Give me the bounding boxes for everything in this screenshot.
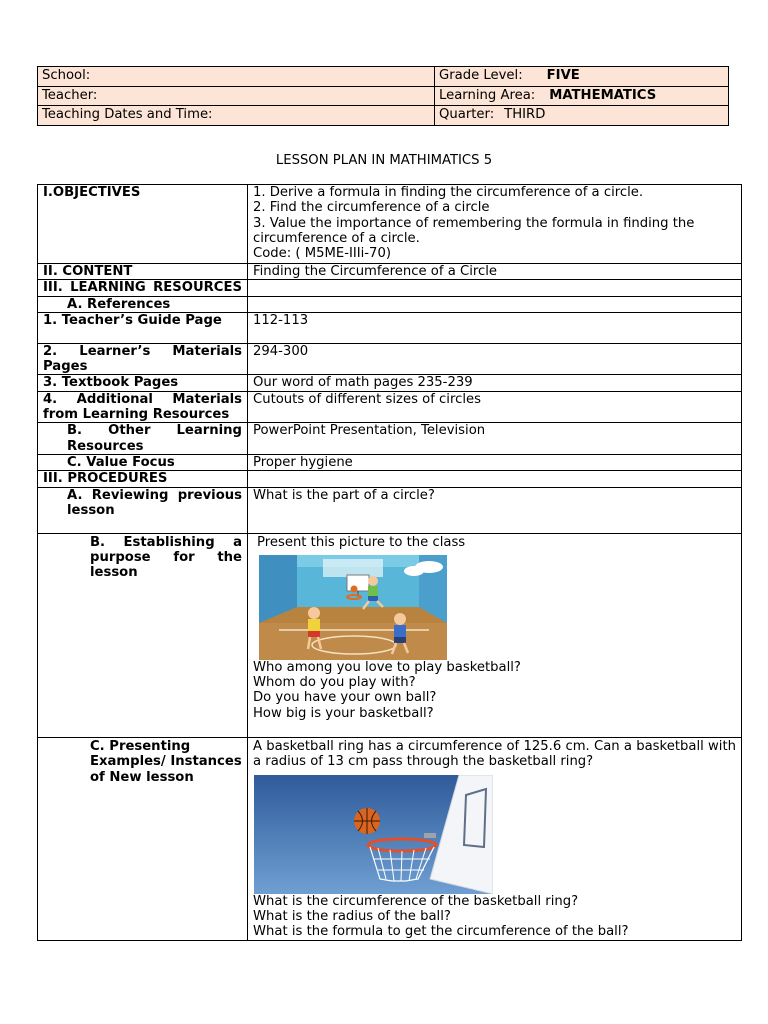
school-label: School: bbox=[42, 68, 91, 84]
objective-item: 1. Derive a formula in finding the circumference of a circle. bbox=[253, 185, 644, 200]
lesson-plan-title: LESSON PLAN IN MATHIMATICS 5 bbox=[275, 153, 493, 168]
presenting-problem-text: A basketball ring has a circumference of 125.6 cm. Can a basketball with a radius of 13 cm pass through the basketball ring? bbox=[253, 739, 736, 770]
quarter-value: THIRD bbox=[504, 107, 546, 123]
establishing-purpose-content bbox=[248, 533, 742, 737]
learning-resources-value bbox=[248, 280, 742, 296]
grade-level-cell bbox=[435, 67, 729, 87]
teacher-label: Teacher: bbox=[42, 87, 98, 103]
procedures-row bbox=[38, 471, 742, 487]
value-focus-value: Proper hygiene bbox=[248, 454, 742, 470]
other-resources-label: B. Other Learning Resources bbox=[38, 423, 248, 455]
presenting-question: What is the formula to get the circumference of the ball? bbox=[253, 924, 629, 940]
additional-materials-label: 4. Additional Materials from Learning Resources bbox=[38, 391, 248, 423]
teaching-dates-cell bbox=[38, 106, 435, 126]
textbook-value: Our word of math pages 235-239 bbox=[248, 375, 742, 391]
additional-materials-value: Cutouts of different sizes of circles bbox=[248, 391, 742, 423]
teachers-guide-row bbox=[38, 312, 742, 343]
basketball-hoop-image bbox=[254, 775, 493, 894]
other-resources-row bbox=[38, 423, 742, 455]
references-label: A. References bbox=[38, 296, 248, 312]
content-label: II. CONTENT bbox=[38, 264, 248, 280]
objective-code: Code: ( M5ME-IIIi-70) bbox=[253, 246, 391, 262]
header-info-table bbox=[37, 66, 729, 126]
value-focus-row bbox=[38, 454, 742, 470]
teachers-guide-value: 112-113 bbox=[248, 312, 742, 343]
learning-area-value: MATHEMATICS bbox=[549, 87, 657, 103]
teachers-guide-label: 1. Teacher’s Guide Page bbox=[38, 312, 248, 343]
procedures-label: III. PROCEDURES bbox=[38, 471, 248, 487]
references-row bbox=[38, 296, 742, 312]
quarter-cell bbox=[435, 106, 729, 126]
quarter-label: Quarter: bbox=[439, 107, 495, 123]
objectives-label: I.OBJECTIVES bbox=[38, 185, 248, 264]
textbook-label: 3. Textbook Pages bbox=[38, 375, 248, 391]
teaching-dates-label: Teaching Dates and Time: bbox=[42, 107, 213, 123]
procedures-value bbox=[248, 471, 742, 487]
content-value: Finding the Circumference of a Circle bbox=[248, 264, 742, 280]
objective-item: 3. Value the importance of remembering the formula in finding the circumference of a circle. bbox=[253, 215, 695, 246]
value-focus-label: C. Value Focus bbox=[38, 454, 248, 470]
kids-playing-basketball-image bbox=[259, 555, 447, 660]
school-cell bbox=[38, 67, 435, 87]
references-value bbox=[248, 296, 742, 312]
presenting-examples-label: C. Presenting Examples/ Instances of New lesson bbox=[38, 738, 248, 940]
establishing-purpose-label: B. Establishing a purpose for the lesson bbox=[38, 533, 248, 737]
other-resources-value: PowerPoint Presentation, Television bbox=[248, 423, 742, 455]
reviewing-label: A. Reviewing previous lesson bbox=[38, 487, 248, 533]
establishing-question: How big is your basketball? bbox=[253, 705, 434, 721]
learners-materials-label: 2. Learner’s Materials Pages bbox=[38, 343, 248, 375]
presenting-question: What is the radius of the ball? bbox=[253, 908, 451, 924]
objective-item: 2. Find the circumference of a circle bbox=[253, 200, 490, 216]
objectives-row bbox=[38, 185, 742, 264]
learning-resources-row bbox=[38, 280, 742, 296]
establishing-question: Who among you love to play basketball? bbox=[253, 659, 521, 675]
teacher-cell bbox=[38, 86, 435, 106]
lesson-plan-table bbox=[37, 184, 742, 941]
reviewing-row bbox=[38, 487, 742, 533]
learners-materials-row bbox=[38, 343, 742, 375]
grade-level-value: FIVE bbox=[546, 68, 580, 84]
content-row bbox=[38, 264, 742, 280]
additional-materials-row bbox=[38, 391, 742, 423]
presenting-question: What is the circumference of the basketball ring? bbox=[253, 893, 579, 909]
learning-area-label: Learning Area: bbox=[439, 87, 536, 103]
reviewing-question: What is the part of a circle? bbox=[248, 487, 742, 533]
learning-area-cell bbox=[435, 86, 729, 106]
presenting-examples-content bbox=[248, 738, 742, 940]
learners-materials-value: 294-300 bbox=[248, 343, 742, 375]
establishing-intro: Present this picture to the class bbox=[257, 534, 466, 550]
establishing-question: Do you have your own ball? bbox=[253, 690, 437, 706]
establishing-purpose-row bbox=[38, 533, 742, 737]
objectives-list bbox=[248, 185, 742, 264]
grade-level-label: Grade Level: bbox=[439, 68, 523, 84]
establishing-question: Whom do you play with? bbox=[253, 675, 416, 691]
textbook-row bbox=[38, 375, 742, 391]
learning-resources-label: III. LEARNING RESOURCES bbox=[38, 280, 248, 296]
presenting-examples-row bbox=[38, 738, 742, 940]
